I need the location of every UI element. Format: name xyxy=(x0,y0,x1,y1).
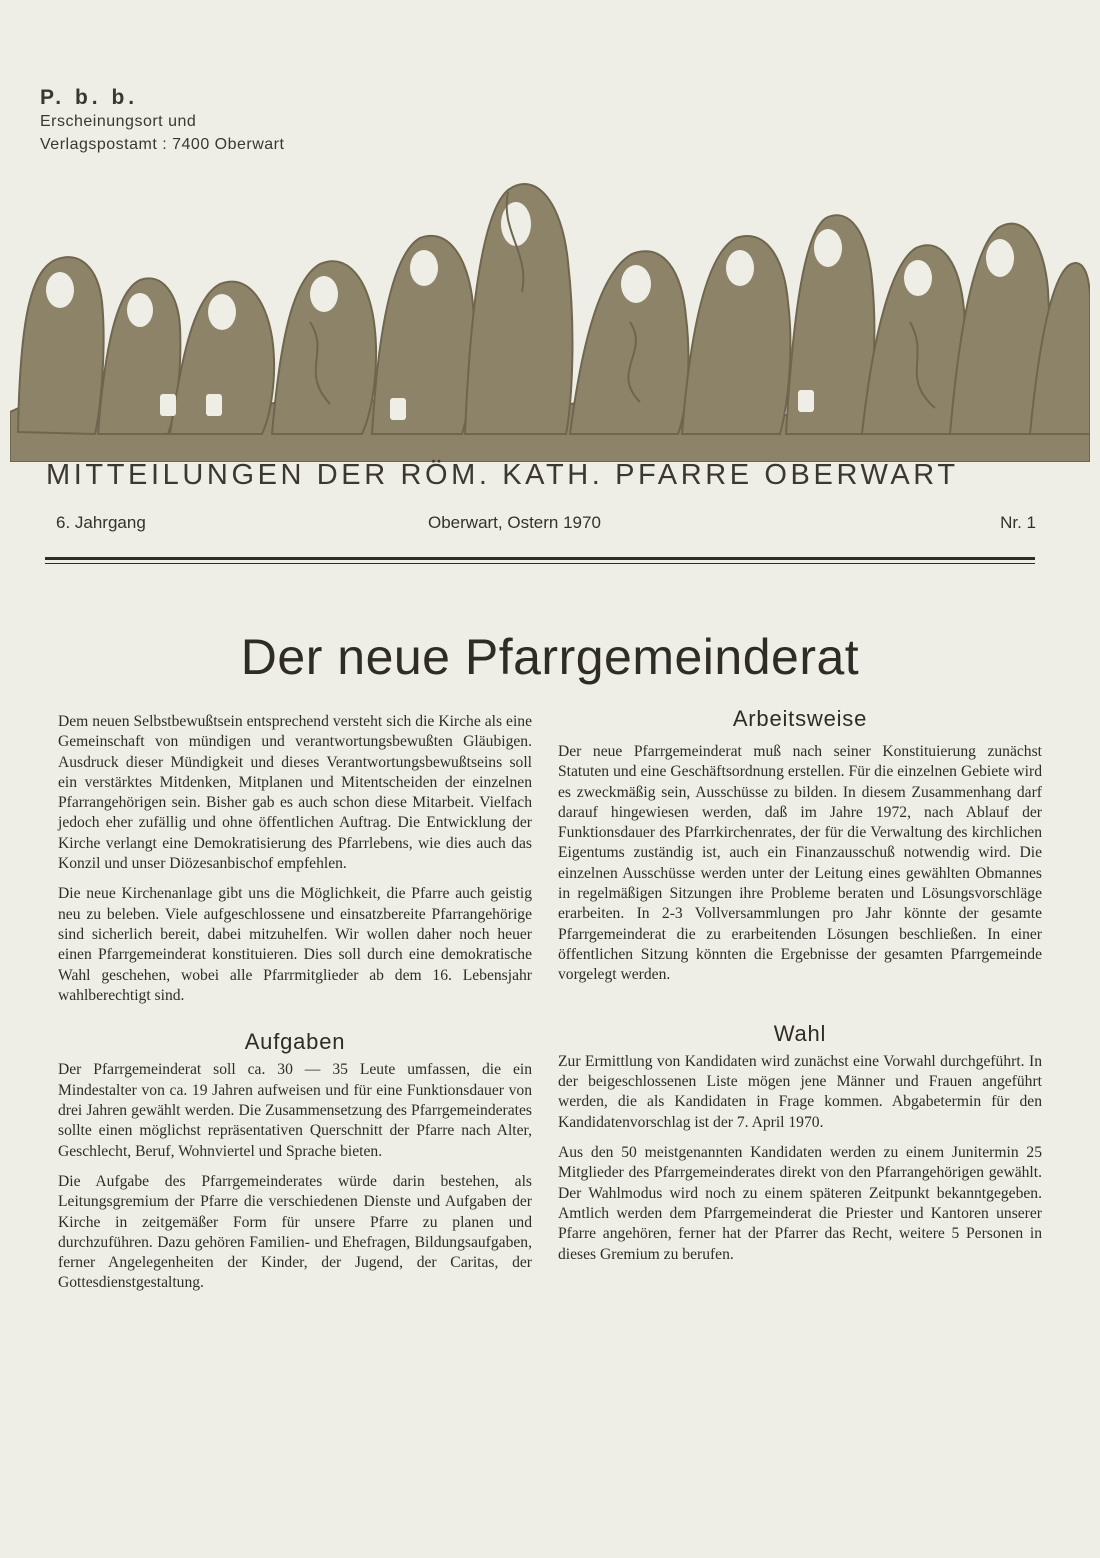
heading-wahl: Wahl xyxy=(773,1020,827,1046)
wahl-paragraph-2: Aus den 50 meistgenannten Kandidaten werden zu einem Junitermin 25 Mitglieder des Pfarrgemeinderates direkt von den Pfarrangehörigen gewählt. Der Wahlmodus wird noch zu einem späteren Zeitpunkt bekanntgegeben. Amtlich werden dem Pfarrgemeinderat die Priester und Kantoren unserer Pfarre angehören, ferner hat der Pfarrer das Recht, weitere 5 Personen in dieses Gremium zu berufen. xyxy=(558,1144,1042,1263)
header-rule-thick xyxy=(45,557,1035,560)
wahl-paragraph-1: Zur Ermittlung von Kandidaten wird zunächst eine Vorwahl durchgeführt. In der beigeschlossenen Liste mögen jene Männer und Frauen angeführt werden, die als Kandidaten in Frage kommen. Abgabetermin für den Kandidatenvorschlag ist der 7. April 1970. xyxy=(558,1052,1042,1131)
right-column xyxy=(558,742,1042,1275)
issue-info-row xyxy=(56,513,1036,541)
header-rule-thin xyxy=(45,563,1035,564)
place-date: Oberwart, Ostern 1970 xyxy=(428,513,601,532)
aufgaben-paragraph-2: Die Aufgabe des Pfarrgemeinderates würde darin bestehen, als Leitungsgremium der Pfarre die verschiedenen Dienste und Aufgaben der Kirche in zeitgemäßer Form für unsere Pfarre zu planen und durchzuführen. Dazu gehören Familien- und Ehefragen, Bildungsaufgaben, ferner Angelegenheiten der Kinder, der Jugend, der Caritas, der Gottesdienstgestaltung. xyxy=(58,1172,532,1292)
postal-info xyxy=(40,86,284,156)
arbeitsweise-paragraph-1: Der neue Pfarrgemeinderat muß nach seiner Konstituierung zunächst Statuten und eine Geschäftsordnung erstellen. Für die einzelnen Gebiete wird es zweckmäßig sein, Ausschüsse zu bilden. In diesem Zusammenhang darf darauf hingewiesen werden, daß im Jahre 1972, nach Ablauf der Funktionsdauer des Pfarrkirchenrates, der für die Verwaltung des kirchlichen Eigentums zuständig ist, auch ein Finanzausschuß notwendig wird. Die einzelnen Ausschüsse werden unter der Leitung eines gewählten Obmannes in regelmäßigen Sitzungen ihre Probleme beraten und Lösungsvorschläge erarbeiten. In 2-3 Vollversammlungen pro Jahr könnte der gesamte Pfarrgemeinderat die zu erarbeitenden Lösungen beschließen. In einer öffentlichen Sitzung könnten die Ergebnisse der gesamten Pfarrgemeinde vorgelegt werden. xyxy=(558,743,1042,984)
postal-line-1: Erscheinungsort und xyxy=(40,113,197,130)
volume-label: 6. Jahrgang xyxy=(56,513,146,532)
postal-line-2: Verlagspostamt : 7400 Oberwart xyxy=(40,136,285,153)
left-column xyxy=(58,712,532,1304)
last-supper-woodcut xyxy=(10,172,1090,462)
article-headline: Der neue Pfarrgemeinderat xyxy=(240,629,860,685)
intro-paragraph-2: Die neue Kirchenanlage gibt uns die Möglichkeit, die Pfarre auch geistig neu zu beleben. Viele aufgeschlossene und einsatzbereite Pfarrangehörige sind sicherlich bereit, dabei mitzuhelfen. Wir wollen daher noch heuer einen Pfarrgemeinderat konstituieren. Dies soll durch eine demokratische Wahl geschehen, wobei alle Pfarrmitglieder ab dem 16. Lebensjahr wahlberechtigt sind. xyxy=(58,885,532,1004)
issue-number: Nr. 1 xyxy=(1000,513,1036,532)
aufgaben-paragraph-1: Der Pfarrgemeinderat soll ca. 30 — 35 Leute umfassen, die ein Mindestalter von ca. 19 Jahren aufweisen und für eine Funktionsdauer von drei Jahren gewählt werden. Die Zusammensetzung des Pfarrgemeinderates sollte einen möglichst repräsentativen Querschnitt der Pfarre nach Alter, Geschlecht, Beruf, Wohnviertel und Sprache bieten. xyxy=(58,1061,532,1160)
postal-pbb: P. b. b. xyxy=(40,86,139,109)
intro-paragraph-1: Dem neuen Selbstbewußtsein entsprechend versteht sich die Kirche als eine Gemeinschaft von mündigen und verantwortungsbewußten Gläubigen. Ausdruck dieser Mündigkeit und dieses Verantwortungsbewußtseins soll ein verstärktes Mitdenken, Mitplanen und Mitentscheiden der einzelnen Pfarrangehörigen sein. Bisher gab es auch schon diese Mitarbeit. Vielfach jedoch eher zufällig und ohne öffentlichen Auftrag. Die Entwicklung der Kirche verlangt eine Demokratisierung des Pfarrlebens, wie dies auch das Konzil und unser Diözesanbischof empfehlen. xyxy=(58,713,532,873)
heading-arbeitsweise: Arbeitsweise xyxy=(732,706,868,731)
heading-aufgaben: Aufgaben xyxy=(244,1029,346,1055)
masthead-title: MITTEILUNGEN DER RÖM. KATH. PFARRE OBERWART xyxy=(46,459,959,491)
